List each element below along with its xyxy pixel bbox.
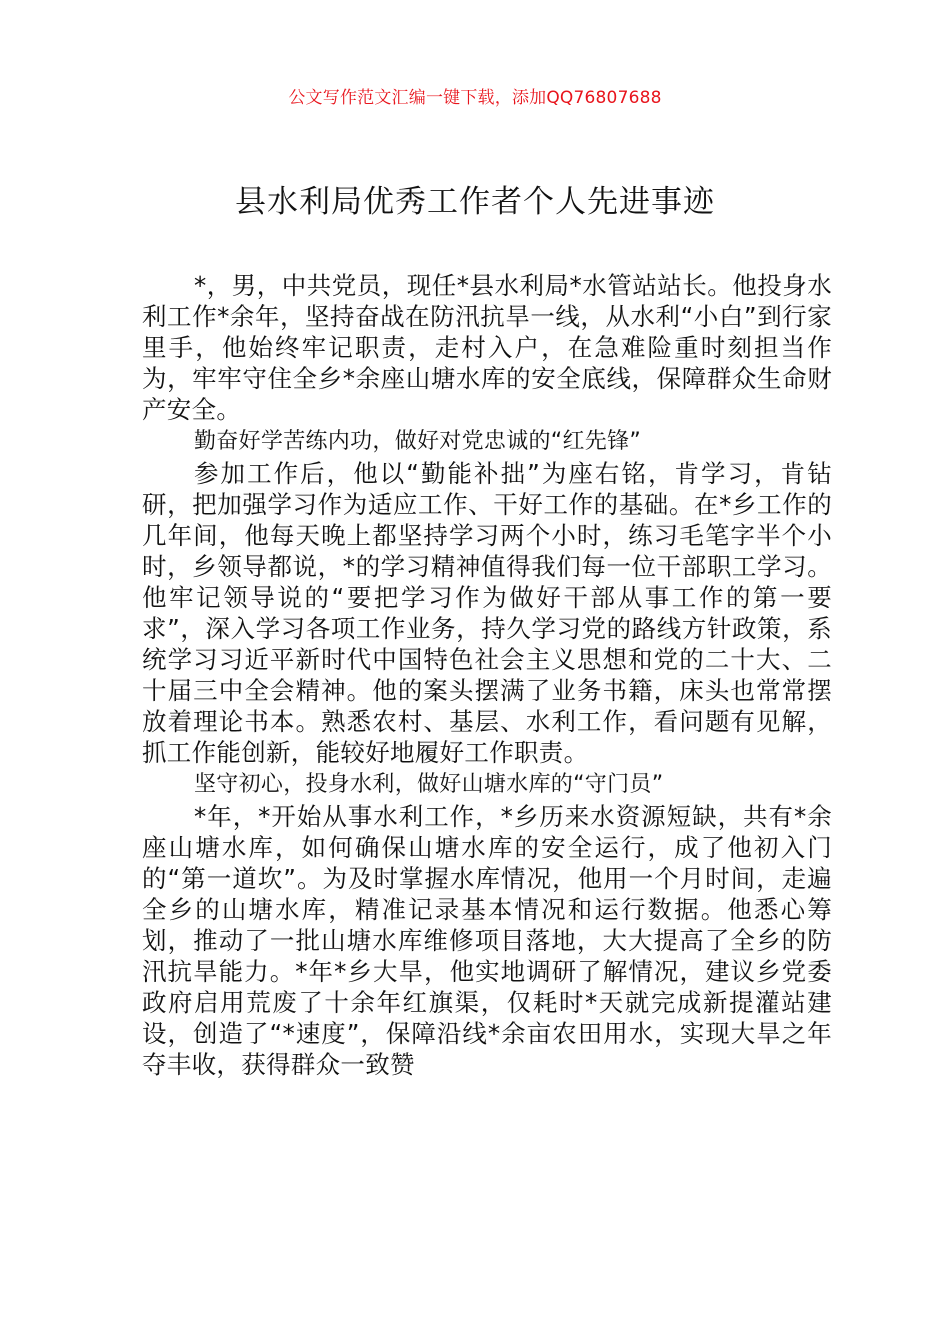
document-title: 县水利局优秀工作者个人先进事迹	[235, 184, 715, 220]
header-download-note: 公文写作范文汇编一键下载，添加QQ76807688	[288, 88, 662, 108]
paragraph-intro: *，男，中共党员，现任*县水利局*水管站站长。他投身水利工作*余年，坚持奋战在防汛抗旱一线，从水利“小白”到行家里手，他始终牢记职责，走村入户，在急难险重时刻担当作为，牢牢守住全乡*余座山塘水库的安全底线，保障群众生命财产安全。	[142, 271, 832, 424]
section-heading-water: 坚守初心，投身水利，做好山塘水库的“守门员”	[194, 772, 664, 797]
paragraph-study: 参加工作后，他以“勤能补拙”为座右铭，肯学习，肯钻研，把加强学习作为适应工作、干好工作的基础。在*乡工作的几年间，他每天晚上都坚持学习两个小时，练习毛笔字半个小时，乡领导都说，*的学习精神值得我们每一位干部职工学习。他牢记领导说的“要把学习作为做好干部从事工作的第一要求”，深入学习各项工作业务，持久学习党的路线方针政策，系统学习习近平新时代中国特色社会主义思想和党的二十大、二十届三中全会精神。他的案头摆满了业务书籍，床头也常常摆放着理论书本。熟悉农村、基层、水利工作，看问题有见解，抓工作能创新，能较好地履好工作职责。	[142, 459, 832, 767]
paragraph-water: *年，*开始从事水利工作，*乡历来水资源短缺，共有*余座山塘水库，如何确保山塘水库的安全运行，成了他初入门的“第一道坎”。为及时掌握水库情况，他用一个月时间，走遍全乡的山塘水库，精准记录基本情况和运行数据。他悉心筹划，推动了一批山塘水库维修项目落地，大大提高了全乡的防汛抗旱能力。*年*乡大旱，他实地调研了解情况，建议乡党委政府启用荒废了十余年红旗渠，仅耗时*天就完成新提灌站建设，创造了“*速度”，保障沿线*余亩农田用水，实现大旱之年夺丰收，获得群众一致赞	[142, 802, 832, 1079]
section-heading-study: 勤奋好学苦练内功，做好对党忠诚的“红先锋”	[194, 429, 642, 454]
document-body	[142, 270, 832, 1080]
